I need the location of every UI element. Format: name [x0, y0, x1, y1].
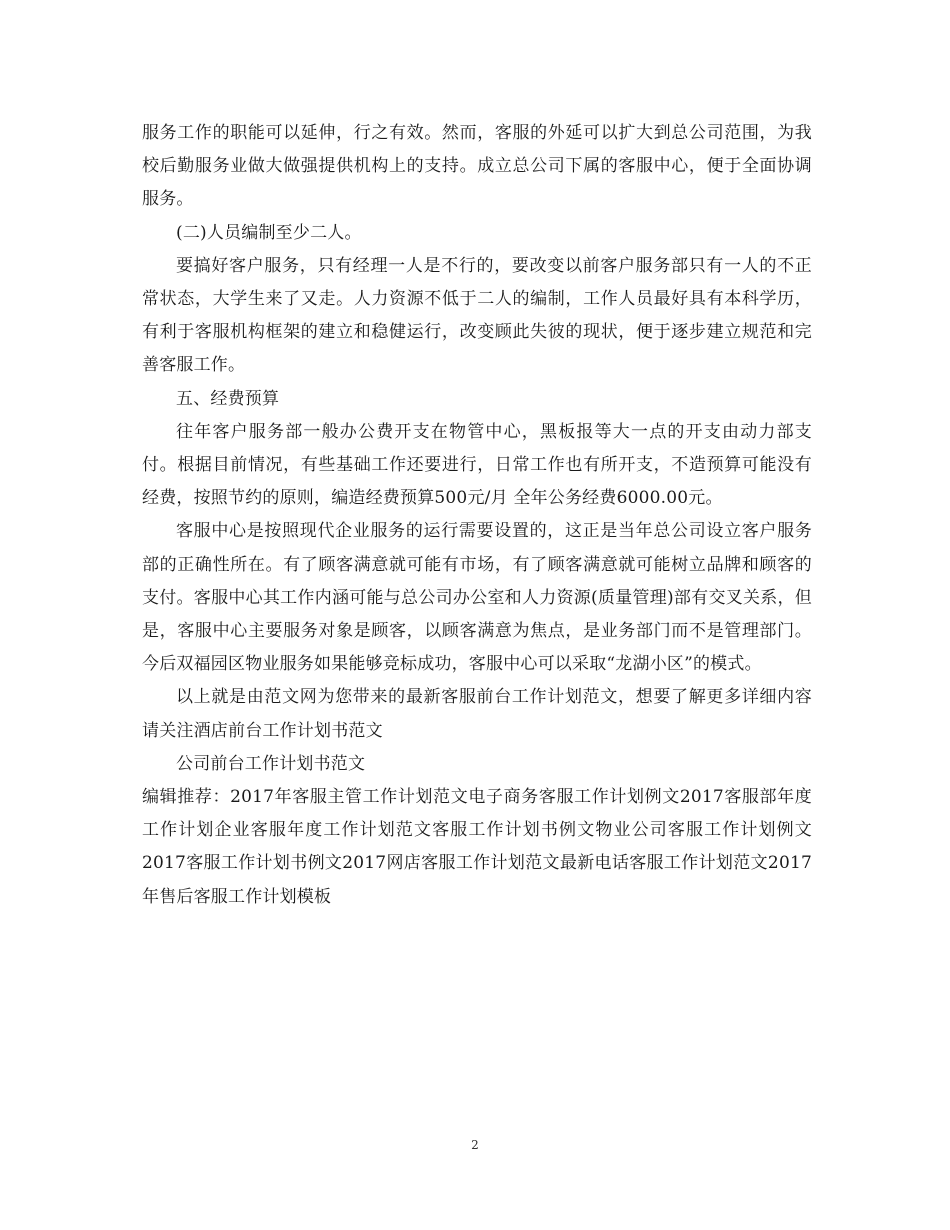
paragraph-staffing-heading: (二)人员编制至少二人。 [176, 222, 362, 243]
paragraph-editor-recommendations: 编辑推荐：2017年客服主管工作计划范文电子商务客服工作计划例文2017客服部年度工作计划企业客服年度工作计划范文客服工作计划书例文物业公司客服工作计划例文2017客服工作计划书例文2017网店客服工作计划范文最新电话客服工作计划范文2017年售后客服工作计划模板 [142, 787, 812, 907]
paragraph-service-scope: 服务工作的职能可以延伸，行之有效。然而，客服的外延可以扩大到总公司范围，为我校后勤服务业做大做强提供机构上的支持。成立总公司下属的客服中心，便于全面协调服务。 [142, 123, 812, 210]
paragraph-budget-detail: 往年客户服务部一般办公费开支在物管中心，黑板报等大一点的开支由动力部支付。根据目前情况，有些基础工作还要进行，日常工作也有所开支，不造预算可能没有经费，按照节约的原则，编造经费预算500元/月 全年公务经费6000.00元。 [142, 421, 812, 509]
paragraph-related-title: 公司前台工作计划书范文 [176, 753, 366, 774]
page-number: 2 [471, 1138, 479, 1152]
section-heading-budget: 五、经费预算 [176, 388, 280, 409]
paragraph-closing-note: 以上就是由范文网为您带来的最新客服前台工作计划范文，想要了解更多详细内容请关注酒店前台工作计划书范文 [142, 687, 812, 741]
paragraph-service-center: 客服中心是按照现代企业服务的运行需要设置的，这正是当年总公司设立客户服务部的正确性所在。有了顾客满意就可能有市场，有了顾客满意就可能树立品牌和顾客的支付。客服中心其工作内涵可能与总公司办公室和人力资源(质量管理)部有交叉关系，但是，客服中心主要服务对象是顾客，以顾客满意为焦点，是业务部门而不是管理部门。今后双福园区物业服务如果能够竞标成功，客服中心可以采取“龙湖小区”的模式。 [142, 521, 812, 675]
document-body [142, 117, 812, 914]
paragraph-staffing-detail: 要搞好客户服务，只有经理一人是不行的，要改变以前客户服务部只有一人的不正常状态，大学生来了又走。人力资源不低于二人的编制，工作人员最好具有本科学历，有利于客服机构框架的建立和稳健运行，改变顾此失彼的现状，便于逐步建立规范和完善客服工作。 [142, 255, 812, 376]
